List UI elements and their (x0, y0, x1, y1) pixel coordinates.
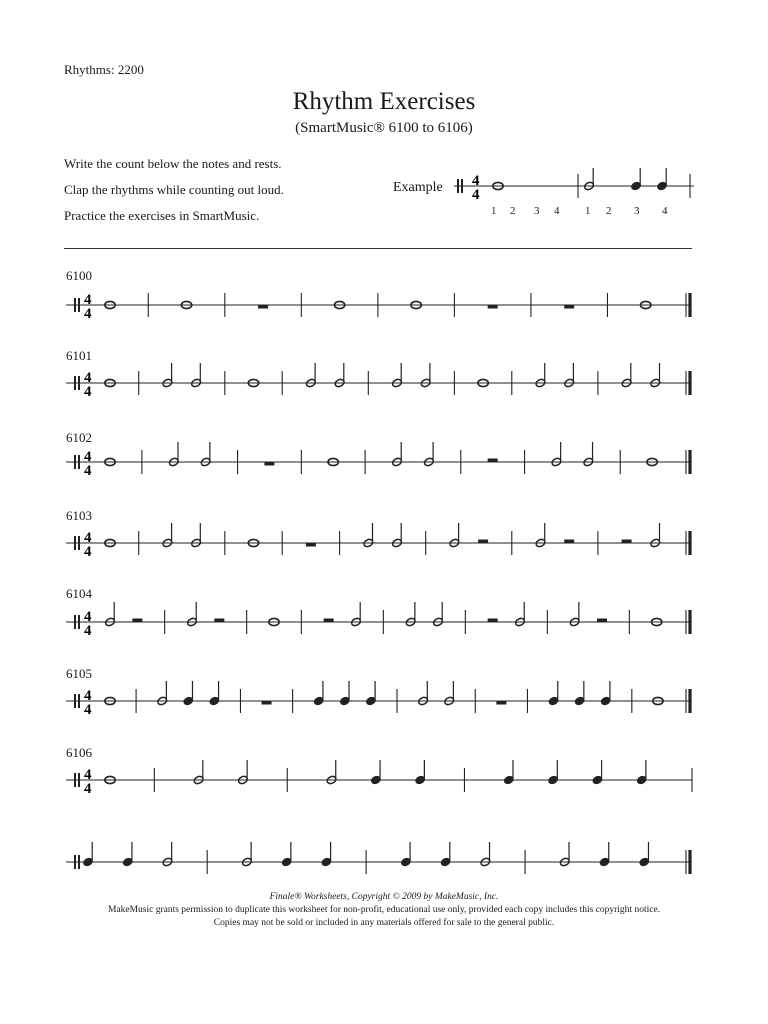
worksheet-code: Rhythms: 2200 (64, 62, 144, 77)
exercise-label-6102: 6102 (66, 430, 92, 445)
exercise-label-6100: 6100 (66, 268, 92, 283)
rhythm-staff (66, 681, 690, 718)
whole-rest (264, 462, 274, 466)
instruction-2: Clap the rhythms while counting out loud. (64, 182, 284, 197)
exercise-label-6106: 6106 (66, 745, 92, 760)
time-signature-top: 4 (84, 767, 92, 783)
rhythm-staff (66, 842, 690, 874)
rhythm-staff (66, 363, 690, 400)
time-signature-bottom: 4 (84, 306, 92, 322)
instruction-3: Practice the exercises in SmartMusic. (64, 208, 260, 223)
time-signature-top: 4 (84, 609, 92, 625)
half-rest (132, 619, 142, 623)
time-signature-bottom: 4 (472, 187, 480, 203)
time-signature-top: 4 (84, 449, 92, 465)
page-title: Rhythm Exercises (292, 88, 476, 115)
rhythm-staff (66, 523, 690, 560)
time-signature-bottom: 4 (84, 463, 92, 479)
whole-rest (262, 701, 272, 705)
example-count-2: 2 (510, 205, 516, 217)
instruction-1: Write the count below the notes and rests. (64, 156, 282, 171)
time-signature-bottom: 4 (84, 702, 92, 718)
whole-rest (488, 305, 498, 309)
whole-rest (496, 701, 506, 705)
time-signature-top: 4 (472, 173, 480, 189)
time-signature-bottom: 4 (84, 384, 92, 400)
example-count-1: 1 (491, 205, 497, 217)
time-signature-top: 4 (84, 292, 92, 308)
example-label: Example (393, 180, 443, 195)
whole-rest (258, 305, 268, 309)
time-signature-bottom: 4 (84, 623, 92, 639)
time-signature-top: 4 (84, 688, 92, 704)
half-rest (214, 619, 224, 623)
example-count-8: 4 (662, 205, 668, 217)
rhythm-staff (66, 760, 692, 797)
time-signature-bottom: 4 (84, 781, 92, 797)
half-rest (488, 619, 498, 623)
footer-permission: MakeMusic grants permission to duplicate this worksheet for non-profit, educational use only, provided each copy includes this copyright notice. (107, 905, 661, 915)
half-rest (597, 619, 607, 623)
exercise-label-6103: 6103 (66, 508, 92, 523)
half-rest (324, 619, 334, 623)
example-count-5: 1 (585, 205, 591, 217)
example-count-4: 4 (554, 205, 560, 217)
whole-rest (306, 543, 316, 547)
rhythm-staff (66, 442, 690, 479)
example-count-3: 3 (534, 205, 540, 217)
rhythm-staff (66, 292, 690, 322)
half-rest (622, 540, 632, 544)
time-signature-top: 4 (84, 370, 92, 386)
half-rest (488, 459, 498, 463)
time-signature-bottom: 4 (84, 544, 92, 560)
footer-copyright: Finale® Worksheets, Copyright © 2009 by MakeMusic, Inc. (269, 892, 499, 902)
exercise-label-6104: 6104 (66, 586, 92, 601)
whole-rest (564, 305, 574, 309)
exercise-label-6101: 6101 (66, 348, 92, 363)
rhythm-staff (66, 602, 690, 639)
page-subtitle: (SmartMusic® 6100 to 6106) (295, 120, 473, 136)
half-rest (564, 540, 574, 544)
footer-restriction: Copies may not be sold or included in any materials offered for sale to the general public. (213, 918, 555, 928)
exercise-label-6105: 6105 (66, 666, 92, 681)
time-signature-top: 4 (84, 530, 92, 546)
example-count-7: 3 (634, 205, 640, 217)
example-count-6: 2 (606, 205, 612, 217)
half-rest (478, 540, 488, 544)
